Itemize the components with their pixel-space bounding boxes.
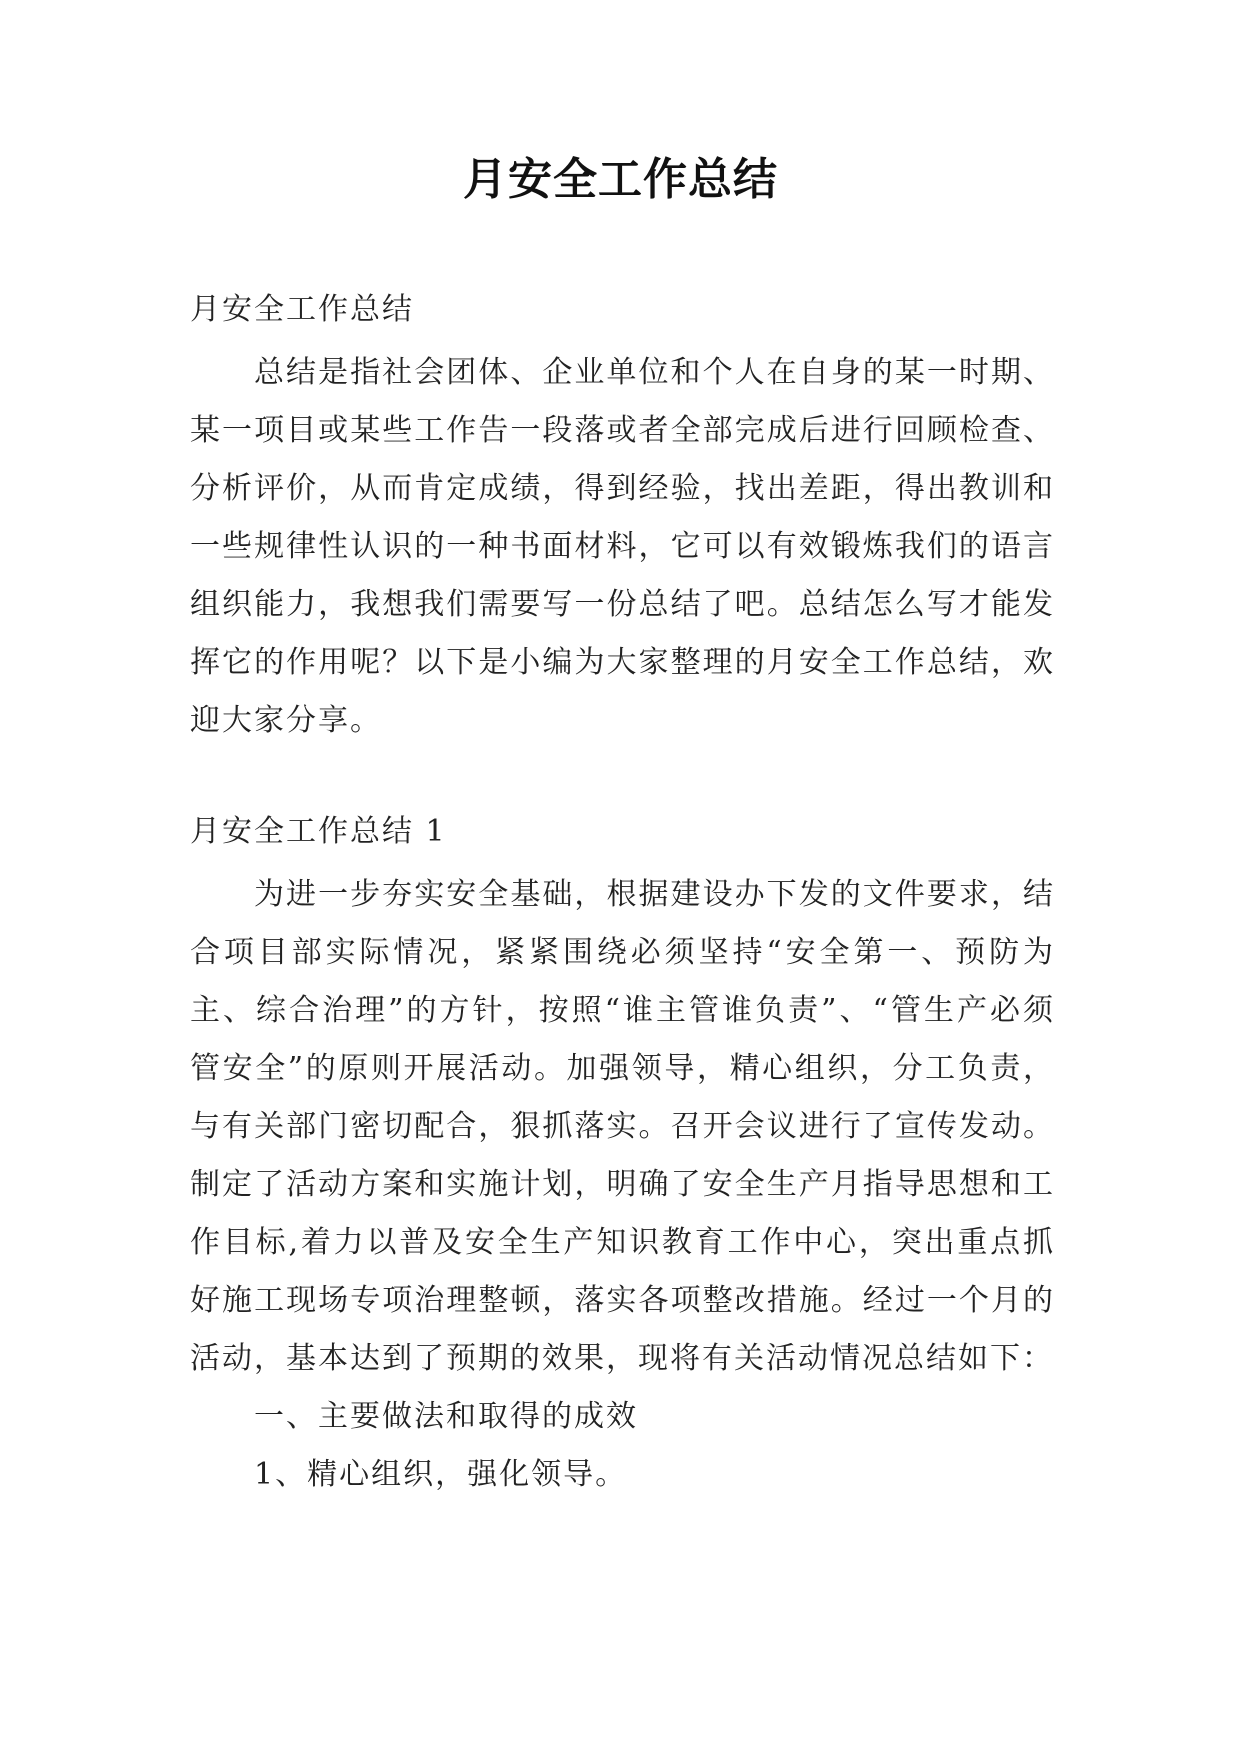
- section-heading-main-practices: 一、主要做法和取得的成效: [254, 1399, 638, 1434]
- document-subtitle: 月安全工作总结: [190, 292, 414, 327]
- document-body: [190, 290, 1055, 1504]
- section-heading-organize-lead: 1、精心组织，强化领导。: [254, 1457, 628, 1492]
- intro-paragraph: 总结是指社会团体、企业单位和个人在自身的某一时期、某一项目或某些工作告一段落或者全部完成后进行回顾检查、分析评价，从而肯定成绩，得到经验，找出差距，得出教训和一些规律性认识的一种书面材料，它可以有效锻炼我们的语言组织能力，我想我们需要写一份总结了吧。总结怎么写才能发挥它的作用呢？以下是小编为大家整理的月安全工作总结，欢迎大家分享。: [190, 355, 1055, 738]
- section-1-paragraph: 为进一步夯实安全基础，根据建设办下发的文件要求，结合项目部实际情况，紧紧围绕必须坚持“安全第一、预防为主、综合治理”的方针，按照“谁主管谁负责”、“管生产必须管安全”的原则开展活动。加强领导，精心组织，分工负责，与有关部门密切配合，狠抓落实。召开会议进行了宣传发动。制定了活动方案和实施计划，明确了安全生产月指导思想和工作目标,着力以普及安全生产知识教育工作中心，突出重点抓好施工现场专项治理整顿，落实各项整改措施。经过一个月的活动，基本达到了预期的效果，现将有关活动情况总结如下：: [190, 877, 1055, 1376]
- section-spacer: [190, 750, 1055, 812]
- section-1-title: 月安全工作总结 1: [190, 814, 447, 849]
- document-title: 月安全工作总结: [463, 154, 778, 205]
